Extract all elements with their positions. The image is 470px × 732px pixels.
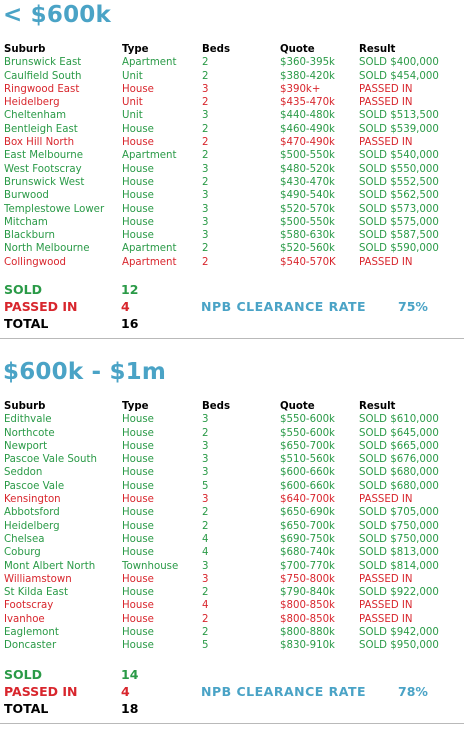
table-header [0,400,470,413]
cell-quote: $390k+ [280,83,321,95]
sold-label: SOLD [4,667,42,682]
table-row [0,256,470,269]
summary-passed [0,683,470,700]
table-row [0,626,470,639]
cell-result: SOLD $645,000 [359,427,439,439]
cell-quote: $600-660k [280,480,335,492]
cell-suburb: Kensington [4,494,61,506]
cell-beds: 4 [202,533,209,545]
cell-quote: $830-910k [280,640,335,652]
cell-quote: $580-630k [280,230,335,242]
table-row [0,599,470,612]
cell-result: SOLD $705,000 [359,507,439,519]
cell-suburb: Brunswick East [4,57,82,69]
cell-result: SOLD $610,000 [359,414,439,426]
cell-quote: $650-700k [280,520,335,532]
cell-quote: $540-570K [280,256,336,268]
cell-beds: 2 [202,587,209,599]
cell-suburb: Northcote [4,427,55,439]
cell-quote: $435-470k [280,97,335,109]
cell-quote: $500-550k [280,216,335,228]
table-row [0,453,470,466]
cell-suburb: West Footscray [4,163,82,175]
table-row [0,242,470,255]
clearance-rate-value: 75% [398,299,428,314]
cell-suburb: Pascoe Vale South [4,454,97,466]
summary-total [0,315,470,332]
column-header-beds: Beds [202,44,231,55]
table-row [0,109,470,122]
cell-beds: 3 [202,190,209,202]
cell-type: House [122,190,154,202]
cell-result: SOLD $680,000 [359,467,439,479]
cell-quote: $650-690k [280,507,335,519]
table-row [0,216,470,229]
cell-type: House [122,533,154,545]
table-row [0,229,470,242]
table-row [0,163,470,176]
cell-suburb: Brunswick West [4,176,85,188]
table-row [0,56,470,69]
summary [0,281,470,332]
summary-passed [0,298,470,315]
cell-result: PASSED IN [359,83,413,95]
table-row [0,520,470,533]
table-row [0,427,470,440]
cell-suburb: Footscray [4,600,54,612]
cell-quote: $800-850k [280,600,335,612]
cell-quote: $360-395k [280,57,335,69]
table-row [0,413,470,426]
cell-suburb: Edithvale [4,414,52,426]
cell-quote: $750-800k [280,573,335,585]
cell-type: House [122,573,154,585]
cell-beds: 2 [202,520,209,532]
cell-type: House [122,230,154,242]
cell-suburb: Mitcham [4,216,48,228]
cell-result: SOLD $400,000 [359,57,439,69]
cell-result: SOLD $513,500 [359,110,439,122]
section-title: $600k - $1m [3,359,167,385]
cell-type: House [122,467,154,479]
cell-result: PASSED IN [359,494,413,506]
cell-type: House [122,627,154,639]
cell-suburb: Williamstown [4,573,72,585]
cell-type: House [122,507,154,519]
cell-suburb: Chelsea [4,533,45,545]
cell-type: House [122,427,154,439]
table-row [0,533,470,546]
cell-suburb: Templestowe Lower [4,203,105,215]
cell-result: SOLD $562,500 [359,190,439,202]
cell-quote: $680-740k [280,547,335,559]
cell-quote: $790-840k [280,587,335,599]
cell-result: PASSED IN [359,256,413,268]
cell-type: House [122,83,154,95]
cell-result: PASSED IN [359,97,413,109]
cell-result: SOLD $680,000 [359,480,439,492]
cell-result: SOLD $590,000 [359,243,439,255]
cell-quote: $700-770k [280,560,335,572]
cell-beds: 2 [202,427,209,439]
section-divider [0,723,464,724]
cell-type: Apartment [122,256,177,268]
cell-type: Unit [122,97,143,109]
table-row [0,613,470,626]
cell-type: House [122,520,154,532]
table-row [0,203,470,216]
cell-beds: 3 [202,163,209,175]
table-row [0,586,470,599]
table-row [0,70,470,83]
cell-result: PASSED IN [359,600,413,612]
table-row [0,189,470,202]
cell-result: SOLD $750,000 [359,533,439,545]
summary-sold [0,281,470,298]
cell-result: SOLD $573,000 [359,203,439,215]
cell-beds: 5 [202,480,209,492]
summary [0,666,470,717]
passed-in-count: 4 [121,299,130,314]
cell-beds: 5 [202,640,209,652]
cell-suburb: Newport [4,440,48,452]
cell-result: PASSED IN [359,137,413,149]
passed-in-label: PASSED IN [4,684,78,699]
cell-beds: 3 [202,110,209,122]
cell-type: House [122,640,154,652]
cell-result: SOLD $552,500 [359,176,439,188]
cell-result: SOLD $676,000 [359,454,439,466]
cell-beds: 2 [202,137,209,149]
sold-label: SOLD [4,282,42,297]
cell-beds: 3 [202,216,209,228]
cell-type: House [122,203,154,215]
passed-in-count: 4 [121,684,130,699]
cell-quote: $520-560k [280,243,335,255]
cell-quote: $550-600k [280,427,335,439]
cell-result: PASSED IN [359,613,413,625]
cell-beds: 2 [202,123,209,135]
passed-in-label: PASSED IN [4,299,78,314]
table-body [0,56,470,269]
cell-suburb: Cheltenham [4,110,67,122]
cell-suburb: Burwood [4,190,49,202]
cell-result: SOLD $813,000 [359,547,439,559]
table-row [0,560,470,573]
cell-type: House [122,454,154,466]
cell-result: SOLD $454,000 [359,70,439,82]
cell-type: House [122,480,154,492]
cell-beds: 3 [202,560,209,572]
cell-suburb: Bentleigh East [4,123,78,135]
cell-type: Apartment [122,57,177,69]
cell-beds: 3 [202,203,209,215]
sold-count: 14 [121,667,139,682]
cell-beds: 3 [202,494,209,506]
cell-quote: $520-570k [280,203,335,215]
cell-suburb: St Kilda East [4,587,68,599]
table-body [0,413,470,652]
cell-quote: $800-880k [280,627,335,639]
cell-type: Apartment [122,243,177,255]
results-table [0,43,470,269]
cell-type: Apartment [122,150,177,162]
cell-result: SOLD $550,000 [359,163,439,175]
cell-quote: $380-420k [280,70,335,82]
table-row [0,83,470,96]
cell-quote: $510-560k [280,454,335,466]
cell-beds: 2 [202,507,209,519]
cell-quote: $460-490k [280,123,335,135]
cell-quote: $650-700k [280,440,335,452]
cell-suburb: Heidelberg [4,520,60,532]
cell-beds: 3 [202,230,209,242]
total-label: TOTAL [4,316,49,331]
table-row [0,136,470,149]
cell-suburb: Blackburn [4,230,55,242]
table-row [0,639,470,652]
table-row [0,480,470,493]
cell-type: House [122,600,154,612]
summary-total [0,700,470,717]
clearance-rate-value: 78% [398,684,428,699]
cell-type: Unit [122,70,143,82]
clearance-rate-label: NPB CLEARANCE RATE [201,684,367,699]
cell-beds: 3 [202,573,209,585]
table-row [0,96,470,109]
cell-suburb: Heidelberg [4,97,60,109]
cell-result: SOLD $587,500 [359,230,439,242]
cell-quote: $490-540k [280,190,335,202]
table-row [0,573,470,586]
cell-suburb: North Melbourne [4,243,90,255]
cell-type: House [122,547,154,559]
cell-suburb: Caulfield South [4,70,82,82]
cell-suburb: Abbotsford [4,507,60,519]
section-divider [0,338,464,339]
cell-type: House [122,176,154,188]
table-row [0,123,470,136]
cell-type: House [122,494,154,506]
cell-beds: 3 [202,83,209,95]
cell-beds: 3 [202,440,209,452]
table-header [0,43,470,56]
cell-type: House [122,216,154,228]
cell-suburb: Seddon [4,467,43,479]
table-row [0,546,470,559]
cell-suburb: Eaglemont [4,627,59,639]
cell-type: House [122,613,154,625]
cell-suburb: Ivanhoe [4,613,45,625]
column-header-result: Result [359,401,396,412]
cell-result: SOLD $540,000 [359,150,439,162]
total-count: 18 [121,701,139,716]
clearance-rate-label: NPB CLEARANCE RATE [201,299,367,314]
cell-result: PASSED IN [359,573,413,585]
cell-quote: $470-490k [280,137,335,149]
cell-beds: 2 [202,57,209,69]
cell-suburb: Collingwood [4,256,67,268]
cell-suburb: Coburg [4,547,41,559]
cell-quote: $640-700k [280,494,335,506]
cell-beds: 2 [202,70,209,82]
cell-result: SOLD $814,000 [359,560,439,572]
cell-quote: $480-520k [280,163,335,175]
column-header-quote: Quote [280,401,315,412]
cell-beds: 3 [202,414,209,426]
cell-beds: 2 [202,613,209,625]
cell-type: Townhouse [122,560,179,572]
cell-quote: $430-470k [280,176,335,188]
column-header-type: Type [122,401,149,412]
table-row [0,440,470,453]
cell-suburb: East Melbourne [4,150,83,162]
cell-type: House [122,587,154,599]
cell-type: House [122,414,154,426]
summary-sold [0,666,470,683]
cell-beds: 2 [202,243,209,255]
cell-beds: 2 [202,627,209,639]
column-header-result: Result [359,44,396,55]
total-label: TOTAL [4,701,49,716]
cell-quote: $600-660k [280,467,335,479]
table-row [0,506,470,519]
cell-type: House [122,163,154,175]
cell-beds: 3 [202,454,209,466]
cell-quote: $500-550k [280,150,335,162]
column-header-quote: Quote [280,44,315,55]
column-header-suburb: Suburb [4,401,46,412]
cell-quote: $800-850k [280,613,335,625]
cell-result: SOLD $922,000 [359,587,439,599]
cell-beds: 2 [202,176,209,188]
cell-suburb: Mont Albert North [4,560,96,572]
cell-quote: $440-480k [280,110,335,122]
cell-type: House [122,440,154,452]
cell-suburb: Box Hill North [4,137,75,149]
cell-result: SOLD $950,000 [359,640,439,652]
cell-beds: 4 [202,547,209,559]
table-row [0,149,470,162]
cell-beds: 2 [202,256,209,268]
cell-result: SOLD $750,000 [359,520,439,532]
cell-suburb: Doncaster [4,640,57,652]
column-header-suburb: Suburb [4,44,46,55]
cell-type: Unit [122,110,143,122]
cell-result: SOLD $665,000 [359,440,439,452]
sold-count: 12 [121,282,139,297]
cell-result: SOLD $539,000 [359,123,439,135]
section-title: < $600k [3,2,111,28]
table-row [0,466,470,479]
total-count: 16 [121,316,139,331]
cell-type: House [122,123,154,135]
column-header-beds: Beds [202,401,231,412]
table-row [0,493,470,506]
column-header-type: Type [122,44,149,55]
results-table [0,400,470,653]
cell-suburb: Ringwood East [4,83,80,95]
cell-type: House [122,137,154,149]
cell-beds: 3 [202,467,209,479]
cell-beds: 2 [202,150,209,162]
cell-quote: $550-600k [280,414,335,426]
cell-quote: $690-750k [280,533,335,545]
cell-beds: 2 [202,97,209,109]
cell-beds: 4 [202,600,209,612]
cell-result: SOLD $942,000 [359,627,439,639]
table-row [0,176,470,189]
cell-result: SOLD $575,000 [359,216,439,228]
cell-suburb: Pascoe Vale [4,480,65,492]
